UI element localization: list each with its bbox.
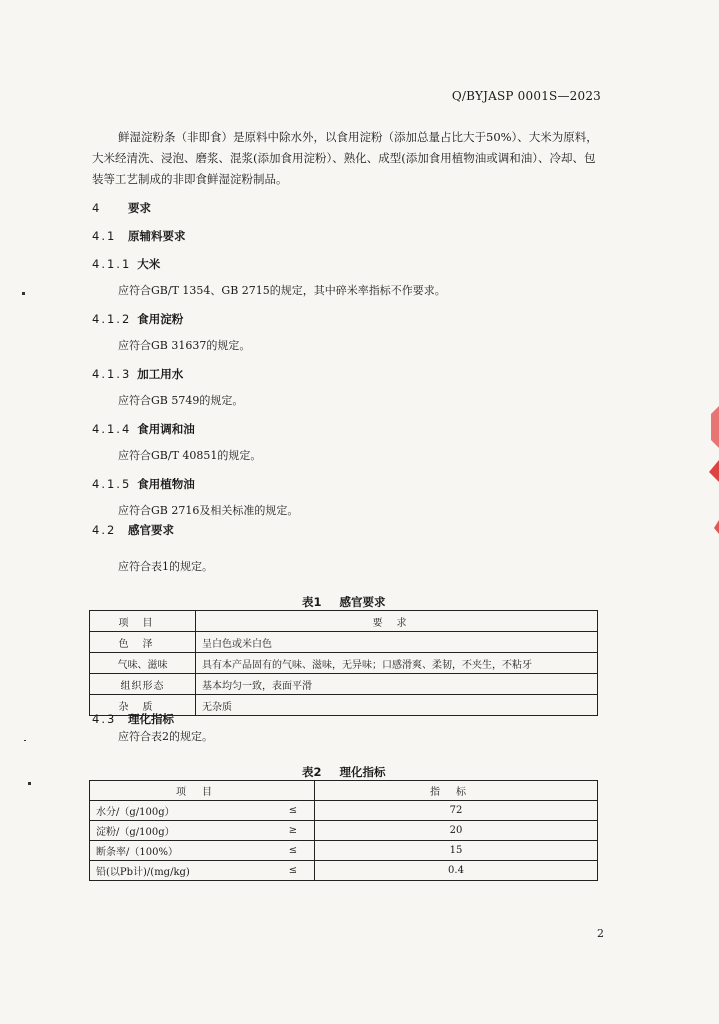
table-cell: 色泽 <box>90 632 196 653</box>
table-cell: 呈白色或米白色 <box>196 632 598 653</box>
table-row <box>90 861 598 881</box>
standard-code: Q/BYJASP 0001S—2023 <box>451 89 601 103</box>
physicochemical-table <box>89 780 598 881</box>
intro-text: 鲜湿淀粉条（非即食）是原料中除水外，以食用淀粉（添加总量占比大于50%）、大米为原料，大米经清洗、浸泡、磨浆、混浆(添加食用淀粉）、熟化、成型(添加食用植物油或调和油）、冷却、包装等工艺制成的非即食鲜湿淀粉制品。 <box>92 130 598 186</box>
table-header-row <box>90 611 598 632</box>
scan-mark <box>22 292 25 295</box>
section-heading: 4.1 原辅料要求 <box>92 229 186 243</box>
table-cell: 无杂质 <box>196 695 598 716</box>
table-cell: 气味、滋味 <box>90 653 196 674</box>
section-body: 应符合表2的规定。 <box>118 730 213 743</box>
table-cell: 组织形态 <box>90 674 196 695</box>
table-cell: 具有本产品固有的气味、滋味，无异味；口感滑爽、柔韧，不夹生，不粘牙 <box>196 653 598 674</box>
section-body: 应符合GB 5749的规定。 <box>118 394 244 407</box>
section-body: 应符合GB/T 40851的规定。 <box>118 449 262 462</box>
section-heading: 4 要求 <box>92 201 151 215</box>
table-cell: 0.4 <box>315 861 598 881</box>
table-row <box>90 841 598 861</box>
table-cell: ≤ <box>272 841 315 861</box>
table-header: 项目 <box>90 611 196 632</box>
scan-mark <box>28 782 31 785</box>
section-body: 应符合GB 31637的规定。 <box>118 339 251 352</box>
table-header: 指标 <box>315 781 598 801</box>
table-row <box>90 801 598 821</box>
table-row <box>90 653 598 674</box>
section-heading: 4.1.4 食用调和油 <box>92 422 195 436</box>
table-cell: ≤ <box>272 861 315 881</box>
section-heading: 4.3 理化指标 <box>92 712 174 726</box>
page-number: 2 <box>597 927 604 940</box>
scan-mark <box>24 740 26 741</box>
section-heading: 4.1.5 食用植物油 <box>92 477 195 491</box>
section-body: 应符合GB 2716及相关标准的规定。 <box>118 504 299 517</box>
table-cell: 水分/（g/100g） <box>90 801 273 821</box>
table-cell: 淀粉/（g/100g） <box>90 821 273 841</box>
table-row <box>90 674 598 695</box>
table-cell: ≥ <box>272 821 315 841</box>
table-cell: 基本均匀一致，表面平滑 <box>196 674 598 695</box>
table2-caption: 表2 理化指标 <box>302 765 386 779</box>
table-header: 项目 <box>90 781 315 801</box>
section-heading: 4.2 感官要求 <box>92 523 174 537</box>
section-body: 应符合GB/T 1354、GB 2715的规定，其中碎米率指标不作要求。 <box>118 284 446 297</box>
table-cell: 72 <box>315 801 598 821</box>
table-row <box>90 632 598 653</box>
table1-caption: 表1 感官要求 <box>302 595 386 609</box>
seal-fragment <box>705 400 719 540</box>
table-cell: 断条率/（100%） <box>90 841 273 861</box>
table-cell: 15 <box>315 841 598 861</box>
table-cell: ≤ <box>272 801 315 821</box>
table-header-row <box>90 781 598 801</box>
table-header: 要求 <box>196 611 598 632</box>
table-row <box>90 821 598 841</box>
table-cell: 20 <box>315 821 598 841</box>
section-body: 应符合表1的规定。 <box>118 560 213 573</box>
sensory-table <box>89 610 598 716</box>
section-heading: 4.1.1 大米 <box>92 257 161 271</box>
section-heading: 4.1.2 食用淀粉 <box>92 312 184 326</box>
table-cell: 杂质 <box>90 695 196 716</box>
intro-paragraph <box>92 127 604 190</box>
section-heading: 4.1.3 加工用水 <box>92 367 184 381</box>
table-cell: 铅(以Pb计)/(mg/kg) <box>90 861 273 881</box>
